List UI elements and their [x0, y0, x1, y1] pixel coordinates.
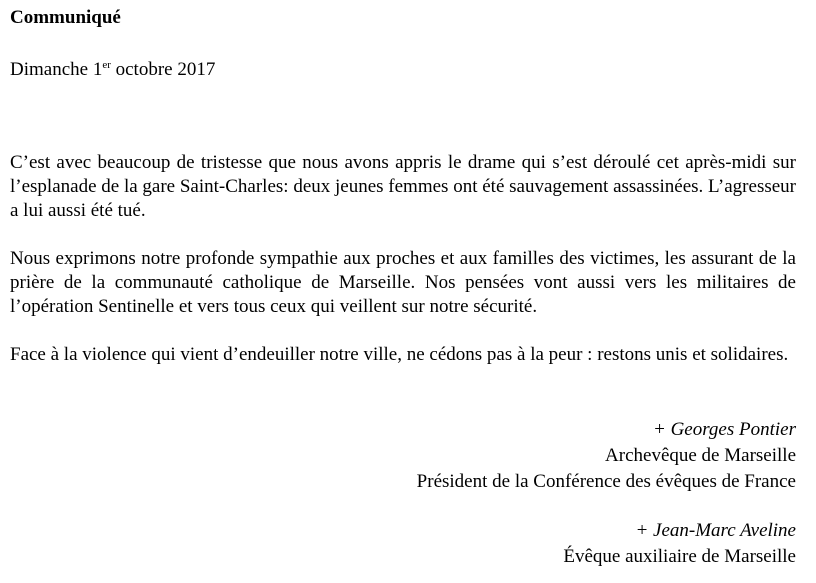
signature-title: Président de la Conférence des évêques de France	[416, 471, 796, 492]
signature-aveline	[276, 518, 796, 570]
signature-title: Archevêque de Marseille	[605, 445, 796, 466]
communique-page	[10, 0, 796, 583]
signature-pontier	[276, 417, 796, 495]
paragraph-tristesse: C’est avec beaucoup de tristesse que nous avons appris le drame qui s’est déroulé cet après-midi sur l’esplanade de la gare Saint-Charles: deux jeunes femmes ont été sauvagement assassinées. L’agresseur a lui aussi été tué.	[10, 152, 796, 221]
date-superscript: er	[102, 59, 111, 71]
signature-name: + Georges Pontier	[653, 419, 796, 440]
date-prefix: Dimanche 1	[10, 59, 103, 80]
paragraph-solidarite: Face à la violence qui vient d’endeuiller notre ville, ne cédons pas à la peur : restons unis et solidaires.	[10, 344, 789, 365]
paragraph-sympathie: Nous exprimons notre profonde sympathie aux proches et aux familles des victimes, les assurant de la prière de la communauté catholique de Marseille. Nos pensées vont aussi vers les militaires de l’opération Sentinelle et vers tous ceux qui veillent sur notre sécurité.	[10, 248, 796, 317]
document-title: Communiqué	[10, 7, 121, 28]
signature-name: + Jean-Marc Aveline	[635, 520, 796, 541]
signature-title: Évêque auxiliaire de Marseille	[563, 546, 796, 567]
date-suffix: octobre 2017	[110, 59, 216, 80]
document-date	[10, 58, 215, 82]
